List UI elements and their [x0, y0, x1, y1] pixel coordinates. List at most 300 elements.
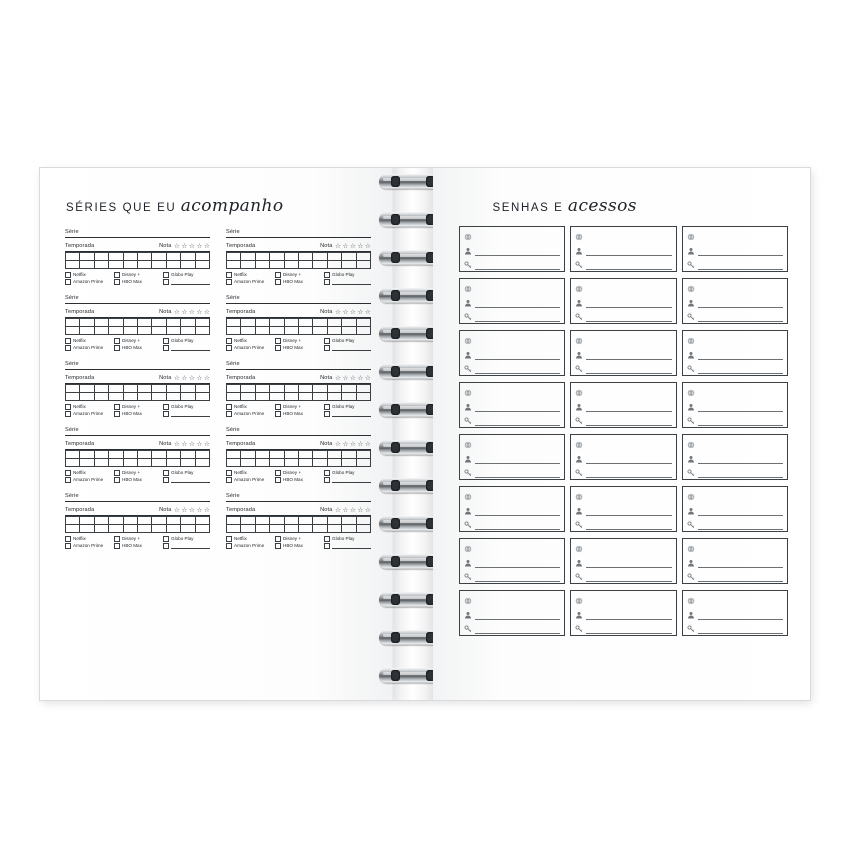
grid-cell[interactable]	[166, 253, 180, 261]
grid-cell[interactable]	[356, 517, 370, 525]
user-rule[interactable]	[475, 506, 561, 516]
grid-cell[interactable]	[80, 327, 94, 335]
grid-cell[interactable]	[109, 385, 123, 393]
grid-cell[interactable]	[241, 393, 255, 401]
password-field[interactable]	[687, 258, 784, 271]
password-field[interactable]	[575, 414, 672, 427]
password-card[interactable]	[682, 382, 789, 428]
checkbox[interactable]	[226, 404, 232, 410]
grid-cell[interactable]	[166, 327, 180, 335]
password-field[interactable]	[687, 518, 784, 531]
grid-cell[interactable]	[342, 451, 356, 459]
password-card[interactable]	[459, 382, 566, 428]
grid-cell[interactable]	[66, 319, 80, 327]
checkbox[interactable]	[163, 470, 169, 476]
write-in-rule[interactable]	[332, 346, 371, 351]
write-in-rule[interactable]	[171, 412, 210, 417]
grid-cell[interactable]	[227, 253, 241, 261]
grid-cell[interactable]	[241, 261, 255, 269]
grid-cell[interactable]	[181, 319, 195, 327]
grid-cell[interactable]	[284, 261, 298, 269]
grid-cell[interactable]	[195, 385, 209, 393]
platform-custom[interactable]	[324, 477, 371, 483]
platform-globoplay[interactable]	[324, 404, 371, 410]
star-icon[interactable]: ☆	[196, 507, 203, 514]
grid-cell[interactable]	[342, 459, 356, 467]
grid-cell[interactable]	[94, 459, 108, 467]
grid-cell[interactable]	[166, 525, 180, 533]
grid-cell[interactable]	[195, 525, 209, 533]
grid-cell[interactable]	[195, 319, 209, 327]
grid-cell[interactable]	[284, 327, 298, 335]
grid-cell[interactable]	[270, 451, 284, 459]
platform-hbo-max[interactable]	[275, 477, 322, 483]
site-rule[interactable]	[698, 284, 784, 293]
grid-cell[interactable]	[241, 253, 255, 261]
grid-cell[interactable]	[327, 319, 341, 327]
user-field[interactable]	[464, 296, 561, 309]
site-rule[interactable]	[475, 544, 561, 553]
user-field[interactable]	[575, 504, 672, 517]
password-field[interactable]	[687, 622, 784, 635]
grid-cell[interactable]	[137, 261, 151, 269]
grid-cell[interactable]	[327, 451, 341, 459]
grid-cell[interactable]	[137, 517, 151, 525]
platform-custom[interactable]	[163, 543, 210, 549]
site-field[interactable]	[575, 230, 672, 243]
grid-cell[interactable]	[270, 393, 284, 401]
episode-grid[interactable]	[226, 516, 371, 533]
site-rule[interactable]	[475, 388, 561, 397]
star-icon[interactable]: ☆	[365, 309, 371, 316]
grid-cell[interactable]	[123, 319, 137, 327]
grid-cell[interactable]	[298, 385, 312, 393]
platform-globoplay[interactable]	[163, 272, 210, 278]
write-in-rule[interactable]	[332, 280, 371, 285]
grid-cell[interactable]	[313, 327, 327, 335]
password-card[interactable]	[570, 590, 677, 636]
grid-cell[interactable]	[298, 451, 312, 459]
site-field[interactable]	[575, 438, 672, 451]
star-icon[interactable]: ☆	[181, 507, 188, 514]
temporada-field[interactable]	[65, 504, 210, 516]
password-field[interactable]	[575, 466, 672, 479]
grid-cell[interactable]	[123, 525, 137, 533]
platform-disney[interactable]	[114, 272, 161, 278]
site-rule[interactable]	[586, 388, 672, 397]
write-in-rule[interactable]	[171, 544, 210, 549]
grid-cell[interactable]	[255, 451, 269, 459]
grid-cell[interactable]	[152, 253, 166, 261]
grid-cell[interactable]	[123, 459, 137, 467]
grid-cell[interactable]	[66, 517, 80, 525]
serie-field[interactable]	[65, 292, 210, 304]
platform-amazon-prime[interactable]	[65, 279, 112, 285]
user-field[interactable]	[575, 244, 672, 257]
checkbox[interactable]	[163, 272, 169, 278]
serie-field[interactable]	[226, 424, 371, 436]
user-field[interactable]	[575, 348, 672, 361]
user-rule[interactable]	[698, 298, 784, 308]
password-field[interactable]	[575, 258, 672, 271]
checkbox[interactable]	[114, 411, 120, 417]
user-field[interactable]	[687, 400, 784, 413]
grid-cell[interactable]	[137, 393, 151, 401]
checkbox[interactable]	[65, 404, 71, 410]
grid-cell[interactable]	[123, 253, 137, 261]
grid-cell[interactable]	[327, 459, 341, 467]
grid-cell[interactable]	[241, 319, 255, 327]
site-rule[interactable]	[586, 284, 672, 293]
grid-cell[interactable]	[195, 327, 209, 335]
checkbox[interactable]	[275, 338, 281, 344]
write-in-rule[interactable]	[171, 280, 210, 285]
temporada-field[interactable]	[65, 372, 210, 384]
episode-grid[interactable]	[65, 516, 210, 533]
grid-cell[interactable]	[327, 327, 341, 335]
checkbox[interactable]	[324, 338, 330, 344]
checkbox[interactable]	[163, 543, 169, 549]
grid-cell[interactable]	[195, 253, 209, 261]
grid-cell[interactable]	[152, 459, 166, 467]
grid-cell[interactable]	[270, 261, 284, 269]
episode-grid[interactable]	[226, 252, 371, 269]
password-rule[interactable]	[586, 416, 672, 426]
checkbox[interactable]	[226, 338, 232, 344]
grid-cell[interactable]	[181, 261, 195, 269]
grid-cell[interactable]	[313, 261, 327, 269]
grid-cell[interactable]	[227, 327, 241, 335]
grid-cell[interactable]	[342, 261, 356, 269]
user-rule[interactable]	[475, 454, 561, 464]
platform-globoplay[interactable]	[163, 470, 210, 476]
star-icon[interactable]: ☆	[350, 507, 356, 514]
grid-cell[interactable]	[166, 451, 180, 459]
grid-cell[interactable]	[181, 385, 195, 393]
password-card[interactable]	[570, 538, 677, 584]
checkbox[interactable]	[65, 411, 71, 417]
password-rule[interactable]	[475, 624, 561, 634]
grid-cell[interactable]	[255, 261, 269, 269]
grid-cell[interactable]	[298, 327, 312, 335]
platform-netflix[interactable]	[226, 404, 273, 410]
site-rule[interactable]	[698, 232, 784, 241]
password-rule[interactable]	[586, 312, 672, 322]
site-field[interactable]	[464, 438, 561, 451]
user-field[interactable]	[687, 348, 784, 361]
star-icon[interactable]: ☆	[174, 507, 180, 514]
star-icon[interactable]: ☆	[204, 375, 210, 382]
platform-amazon-prime[interactable]	[226, 279, 273, 285]
grid-cell[interactable]	[241, 517, 255, 525]
star-icon[interactable]: ☆	[204, 507, 210, 514]
platform-amazon-prime[interactable]	[65, 477, 112, 483]
nota-rating[interactable]	[159, 244, 210, 250]
grid-cell[interactable]	[166, 261, 180, 269]
grid-cell[interactable]	[181, 327, 195, 335]
star-icon[interactable]: ☆	[174, 309, 180, 316]
grid-cell[interactable]	[66, 385, 80, 393]
user-field[interactable]	[575, 608, 672, 621]
platform-checkbox-group[interactable]	[226, 338, 371, 351]
checkbox[interactable]	[163, 477, 169, 483]
grid-cell[interactable]	[356, 385, 370, 393]
password-card[interactable]	[570, 434, 677, 480]
grid-cell[interactable]	[80, 385, 94, 393]
site-field[interactable]	[687, 490, 784, 503]
nota-rating[interactable]	[159, 442, 210, 448]
checkbox[interactable]	[226, 279, 232, 285]
grid-cell[interactable]	[342, 385, 356, 393]
grid-cell[interactable]	[298, 525, 312, 533]
grid-cell[interactable]	[152, 393, 166, 401]
grid-cell[interactable]	[152, 327, 166, 335]
grid-cell[interactable]	[152, 451, 166, 459]
platform-checkbox-group[interactable]	[226, 404, 371, 417]
platform-checkbox-group[interactable]	[65, 470, 210, 483]
checkbox[interactable]	[114, 477, 120, 483]
platform-amazon-prime[interactable]	[65, 411, 112, 417]
site-field[interactable]	[687, 230, 784, 243]
grid-cell[interactable]	[313, 459, 327, 467]
grid-cell[interactable]	[227, 319, 241, 327]
user-field[interactable]	[687, 556, 784, 569]
platform-globoplay[interactable]	[163, 404, 210, 410]
temporada-field[interactable]	[65, 438, 210, 450]
grid-cell[interactable]	[166, 393, 180, 401]
user-field[interactable]	[464, 348, 561, 361]
temporada-field[interactable]	[226, 240, 371, 252]
checkbox[interactable]	[324, 411, 330, 417]
user-rule[interactable]	[586, 558, 672, 568]
grid-cell[interactable]	[313, 525, 327, 533]
checkbox[interactable]	[114, 272, 120, 278]
password-field[interactable]	[687, 362, 784, 375]
site-rule[interactable]	[586, 440, 672, 449]
star-icon[interactable]: ☆	[174, 243, 180, 250]
platform-netflix[interactable]	[226, 338, 273, 344]
user-rule[interactable]	[586, 246, 672, 256]
platform-netflix[interactable]	[226, 536, 273, 542]
platform-checkbox-group[interactable]	[65, 272, 210, 285]
star-icon[interactable]: ☆	[204, 309, 210, 316]
grid-cell[interactable]	[356, 393, 370, 401]
user-field[interactable]	[687, 296, 784, 309]
grid-cell[interactable]	[181, 525, 195, 533]
write-in-rule[interactable]	[171, 478, 210, 483]
password-card[interactable]	[570, 330, 677, 376]
star-icon[interactable]: ☆	[189, 375, 195, 382]
platform-checkbox-group[interactable]	[226, 536, 371, 549]
grid-cell[interactable]	[80, 451, 94, 459]
grid-cell[interactable]	[109, 261, 123, 269]
checkbox[interactable]	[65, 477, 71, 483]
site-field[interactable]	[464, 594, 561, 607]
site-field[interactable]	[575, 594, 672, 607]
password-field[interactable]	[575, 622, 672, 635]
grid-cell[interactable]	[342, 525, 356, 533]
star-icon[interactable]: ☆	[335, 507, 341, 514]
platform-disney[interactable]	[275, 338, 322, 344]
password-rule[interactable]	[698, 364, 784, 374]
password-card[interactable]	[459, 278, 566, 324]
checkbox[interactable]	[163, 279, 169, 285]
grid-cell[interactable]	[152, 319, 166, 327]
checkbox[interactable]	[275, 411, 281, 417]
password-rule[interactable]	[698, 260, 784, 270]
site-field[interactable]	[687, 282, 784, 295]
grid-cell[interactable]	[313, 319, 327, 327]
grid-cell[interactable]	[195, 459, 209, 467]
site-field[interactable]	[575, 334, 672, 347]
grid-cell[interactable]	[227, 459, 241, 467]
grid-cell[interactable]	[109, 451, 123, 459]
grid-cell[interactable]	[313, 393, 327, 401]
platform-hbo-max[interactable]	[114, 477, 161, 483]
password-field[interactable]	[464, 310, 561, 323]
star-icon[interactable]: ☆	[342, 441, 349, 448]
grid-cell[interactable]	[109, 459, 123, 467]
checkbox[interactable]	[324, 279, 330, 285]
temporada-field[interactable]	[65, 306, 210, 318]
password-field[interactable]	[687, 310, 784, 323]
grid-cell[interactable]	[227, 451, 241, 459]
grid-cell[interactable]	[270, 327, 284, 335]
star-icon[interactable]: ☆	[335, 441, 341, 448]
checkbox[interactable]	[324, 477, 330, 483]
grid-cell[interactable]	[181, 459, 195, 467]
star-icon[interactable]: ☆	[335, 243, 341, 250]
grid-cell[interactable]	[241, 459, 255, 467]
password-card[interactable]	[459, 226, 566, 272]
grid-cell[interactable]	[284, 459, 298, 467]
password-rule[interactable]	[475, 364, 561, 374]
platform-netflix[interactable]	[65, 470, 112, 476]
checkbox[interactable]	[275, 279, 281, 285]
grid-cell[interactable]	[66, 451, 80, 459]
password-rule[interactable]	[586, 364, 672, 374]
site-field[interactable]	[575, 282, 672, 295]
grid-cell[interactable]	[181, 451, 195, 459]
grid-cell[interactable]	[109, 319, 123, 327]
grid-cell[interactable]	[66, 393, 80, 401]
platform-globoplay[interactable]	[324, 272, 371, 278]
grid-cell[interactable]	[123, 327, 137, 335]
password-card[interactable]	[682, 434, 789, 480]
checkbox[interactable]	[275, 345, 281, 351]
checkbox[interactable]	[324, 345, 330, 351]
checkbox[interactable]	[114, 345, 120, 351]
star-icon[interactable]: ☆	[350, 441, 356, 448]
site-field[interactable]	[464, 334, 561, 347]
grid-cell[interactable]	[356, 451, 370, 459]
star-icon[interactable]: ☆	[342, 309, 349, 316]
grid-cell[interactable]	[137, 459, 151, 467]
password-rule[interactable]	[698, 624, 784, 634]
platform-hbo-max[interactable]	[275, 279, 322, 285]
episode-grid[interactable]	[65, 252, 210, 269]
site-field[interactable]	[575, 386, 672, 399]
star-icon[interactable]: ☆	[189, 441, 195, 448]
grid-cell[interactable]	[255, 327, 269, 335]
checkbox[interactable]	[324, 470, 330, 476]
site-field[interactable]	[464, 542, 561, 555]
platform-hbo-max[interactable]	[114, 543, 161, 549]
grid-cell[interactable]	[152, 525, 166, 533]
password-rule[interactable]	[698, 312, 784, 322]
user-field[interactable]	[464, 400, 561, 413]
grid-cell[interactable]	[181, 253, 195, 261]
site-rule[interactable]	[586, 492, 672, 501]
star-icon[interactable]: ☆	[196, 309, 203, 316]
grid-cell[interactable]	[241, 327, 255, 335]
user-field[interactable]	[464, 452, 561, 465]
grid-cell[interactable]	[109, 393, 123, 401]
platform-hbo-max[interactable]	[275, 345, 322, 351]
platform-custom[interactable]	[324, 411, 371, 417]
grid-cell[interactable]	[181, 393, 195, 401]
temporada-field[interactable]	[226, 372, 371, 384]
password-card[interactable]	[682, 486, 789, 532]
star-icon[interactable]: ☆	[174, 375, 180, 382]
grid-cell[interactable]	[137, 451, 151, 459]
user-field[interactable]	[575, 296, 672, 309]
episode-grid[interactable]	[226, 318, 371, 335]
grid-cell[interactable]	[152, 517, 166, 525]
grid-cell[interactable]	[255, 459, 269, 467]
platform-disney[interactable]	[114, 338, 161, 344]
star-icon[interactable]: ☆	[174, 441, 180, 448]
star-icon[interactable]: ☆	[204, 243, 210, 250]
checkbox[interactable]	[65, 536, 71, 542]
password-field[interactable]	[464, 414, 561, 427]
temporada-field[interactable]	[226, 306, 371, 318]
star-icon[interactable]: ☆	[335, 375, 341, 382]
checkbox[interactable]	[324, 543, 330, 549]
serie-field[interactable]	[65, 424, 210, 436]
grid-cell[interactable]	[313, 253, 327, 261]
star-icon[interactable]: ☆	[335, 309, 341, 316]
user-rule[interactable]	[475, 298, 561, 308]
grid-cell[interactable]	[80, 253, 94, 261]
grid-cell[interactable]	[270, 459, 284, 467]
user-rule[interactable]	[586, 298, 672, 308]
platform-hbo-max[interactable]	[114, 411, 161, 417]
grid-cell[interactable]	[342, 517, 356, 525]
password-rule[interactable]	[698, 572, 784, 582]
platform-custom[interactable]	[163, 477, 210, 483]
grid-cell[interactable]	[94, 525, 108, 533]
site-field[interactable]	[687, 594, 784, 607]
platform-disney[interactable]	[275, 272, 322, 278]
checkbox[interactable]	[324, 536, 330, 542]
site-field[interactable]	[687, 334, 784, 347]
checkbox[interactable]	[163, 338, 169, 344]
temporada-field[interactable]	[226, 504, 371, 516]
password-rule[interactable]	[586, 260, 672, 270]
serie-field[interactable]	[65, 490, 210, 502]
grid-cell[interactable]	[80, 319, 94, 327]
star-icon[interactable]: ☆	[365, 375, 371, 382]
write-in-rule[interactable]	[332, 412, 371, 417]
user-rule[interactable]	[586, 610, 672, 620]
grid-cell[interactable]	[123, 393, 137, 401]
checkbox[interactable]	[226, 543, 232, 549]
platform-amazon-prime[interactable]	[226, 345, 273, 351]
site-field[interactable]	[464, 386, 561, 399]
site-field[interactable]	[575, 490, 672, 503]
grid-cell[interactable]	[66, 459, 80, 467]
